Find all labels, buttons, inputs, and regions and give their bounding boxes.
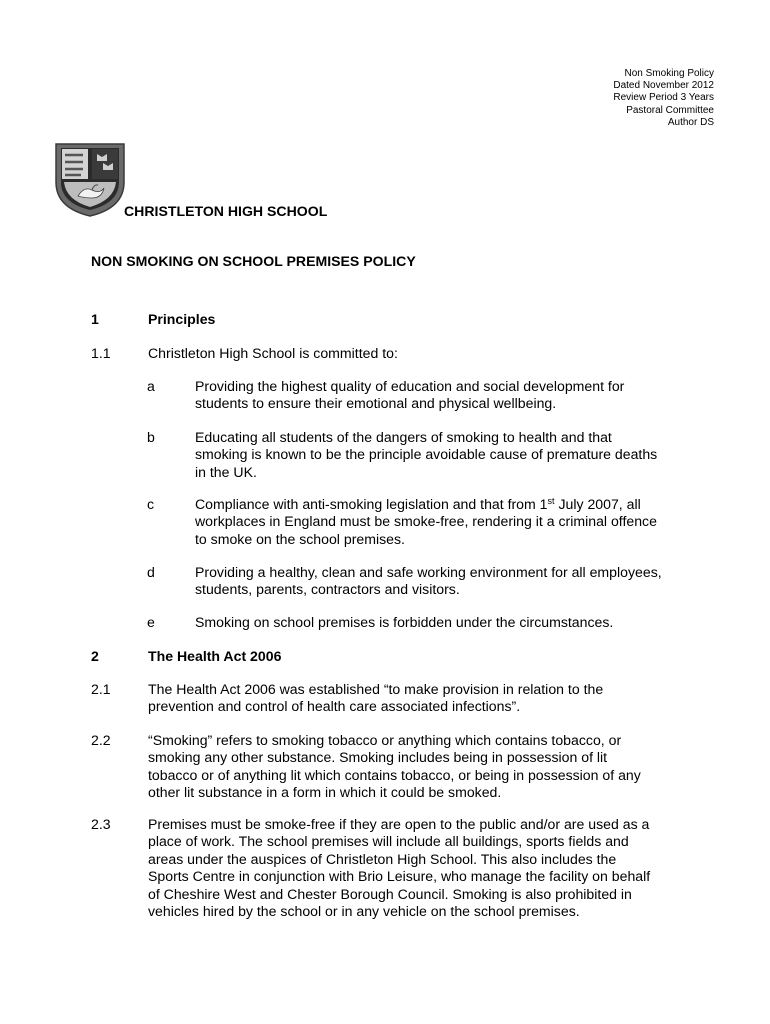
text-line: other lit substance in a form in which it could be smoked. — [148, 784, 502, 801]
meta-author: Author DS — [667, 116, 714, 128]
text-line: Providing a healthy, clean and safe working environment for all employees, — [195, 564, 662, 580]
clause-text — [148, 345, 718, 362]
item-letter: e — [147, 614, 155, 630]
text-fragment: Compliance with anti-smoking legislation and that from 1 — [195, 496, 548, 512]
text-line: tobacco or of anything lit which contains tobacco, or being in possession of any — [148, 766, 641, 783]
text-line: place of work. The school premises will include all buildings, sports fields and — [148, 833, 629, 850]
text-fragment: July 2007, all — [554, 496, 641, 512]
text-line: prevention and control of health care associated infections”. — [148, 698, 521, 715]
text-line: smoking any other substance. Smoking includes being in possession of lit — [148, 749, 608, 766]
text-line: Christleton High School is committed to: — [148, 345, 398, 361]
item-letter: a — [147, 378, 155, 394]
school-crest-icon — [54, 142, 126, 218]
text-line: Smoking on school premises is forbidden under the circumstances. — [195, 614, 614, 630]
ordinal-suffix: st — [547, 496, 555, 506]
text-line: vehicles hired by the school or in any vehicle on the school premises. — [148, 903, 580, 920]
clause-number: 2.3 — [91, 816, 111, 832]
document-meta — [613, 68, 714, 129]
text-line: smoking is known to be the principle avoidable cause of premature deaths — [195, 446, 658, 463]
section-number: 2 — [91, 648, 99, 664]
text-line — [195, 496, 725, 513]
clause-number: 1.1 — [91, 345, 111, 361]
section-heading: Principles — [148, 311, 216, 327]
school-name: CHRISTLETON HIGH SCHOOL — [124, 203, 328, 219]
item-letter: b — [147, 429, 155, 445]
item-text — [195, 564, 725, 599]
text-line: Educating all students of the dangers of smoking to health and that — [195, 429, 612, 445]
policy-title: NON SMOKING ON SCHOOL PREMISES POLICY — [91, 253, 416, 269]
text-line: Sports Centre in conjunction with Brio Leisure, who manage the facility on behalf — [148, 868, 651, 885]
text-line: of Cheshire West and Chester Borough Council. Smoking is also prohibited in — [148, 885, 632, 902]
item-text — [195, 378, 725, 413]
text-line: students to ensure their emotional and physical wellbeing. — [195, 395, 557, 412]
clause-text — [148, 816, 718, 920]
item-text — [195, 429, 725, 481]
text-line: Providing the highest quality of education and social development for — [195, 378, 625, 394]
item-text — [195, 496, 725, 548]
section-heading: The Health Act 2006 — [148, 648, 282, 664]
text-line: areas under the auspices of Christleton High School. This also includes the — [148, 850, 617, 867]
meta-review-period: Review Period 3 Years — [613, 92, 714, 104]
meta-dated: Dated November 2012 — [613, 80, 714, 92]
clause-number: 2.1 — [91, 681, 111, 697]
text-line: to smoke on the school premises. — [195, 530, 405, 547]
clause-number: 2.2 — [91, 732, 111, 748]
section-number: 1 — [91, 311, 99, 327]
text-line: The Health Act 2006 was established “to make provision in relation to the — [148, 681, 604, 697]
text-line: Premises must be smoke-free if they are open to the public and/or are used as a — [148, 816, 650, 832]
item-text — [195, 614, 725, 631]
text-line: “Smoking” refers to smoking tobacco or anything which contains tobacco, or — [148, 732, 622, 748]
text-line: workplaces in England must be smoke-free, rendering it a criminal offence — [195, 513, 657, 530]
meta-committee: Pastoral Committee — [626, 104, 714, 116]
item-letter: c — [147, 496, 155, 512]
meta-title: Non Smoking Policy — [624, 68, 714, 79]
text-line: in the UK. — [195, 463, 257, 480]
item-letter: d — [147, 564, 155, 580]
text-line: students, parents, contractors and visitors. — [195, 581, 460, 598]
clause-text — [148, 681, 718, 716]
clause-text — [148, 732, 718, 802]
